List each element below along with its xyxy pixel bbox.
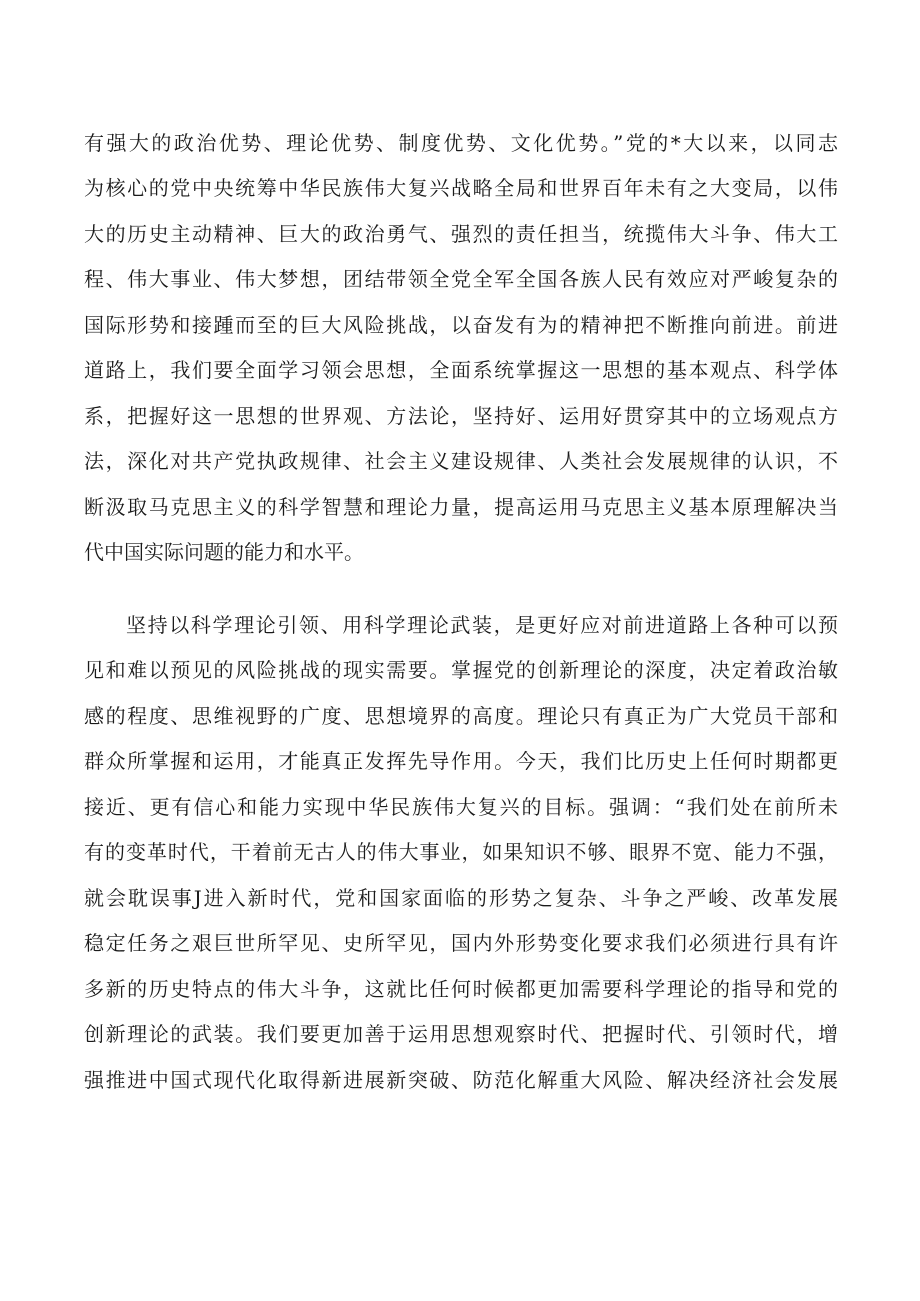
- paragraph-1-line-3: 大的历史主动精神、巨大的政治勇气、强烈的责任担当，统揽伟大斗争、伟大工: [84, 222, 838, 246]
- paragraph-1-line-9: 断汲取马克思主义的科学智慧和理论力量，提高运用马克思主义基本原理解决当: [84, 495, 838, 519]
- paragraph-1-line-1: 有强大的政治优势、理论优势、制度优势、文化优势。”党的*大以来，以同志: [84, 131, 838, 155]
- paragraph-2-line-11: 强推进中国式现代化取得新进展新突破、防范化解重大风险、解决经济社会发展: [84, 1068, 838, 1092]
- paragraph-2-line-1: 坚持以科学理论引领、用科学理论武装，是更好应对前进道路上各种可以预: [126, 613, 838, 637]
- paragraph-2-line-3: 感的程度、思维视野的广度、思想境界的高度。理论只有真正为广大党员干部和: [84, 704, 838, 728]
- paragraph-1-line-6: 道路上，我们要全面学习领会思想，全面系统掌握这一思想的基本观点、科学体: [84, 358, 838, 382]
- paragraph-2-line-10: 创新理论的武装。我们要更加善于运用思想观察时代、把握时代、引领时代，增: [84, 1022, 838, 1046]
- paragraph-1-line-7: 系，把握好这一思想的世界观、方法论，坚持好、运用好贯穿其中的立场观点方: [84, 404, 838, 428]
- paragraph-1-line-10: 代中国实际问题的能力和水平。: [84, 540, 364, 564]
- paragraph-2-line-2: 见和难以预见的风险挑战的现实需要。掌握党的创新理论的深度，决定着政治敏: [84, 658, 838, 682]
- paragraph-2-line-5: 接近、更有信心和能力实现中华民族伟大复兴的目标。强调：“我们处在前所未: [84, 795, 838, 819]
- paragraph-2-line-6: 有的变革时代，干着前无古人的伟大事业，如果知识不够、眼界不宽、能力不强，: [84, 840, 838, 864]
- paragraph-2-line-4: 群众所掌握和运用，才能真正发挥先导作用。今天，我们比历史上任何时期都更: [84, 749, 838, 773]
- paragraph-1-line-8: 法，深化对共产党执政规律、社会主义建设规律、人类社会发展规律的认识，不: [84, 449, 838, 473]
- paragraph-2-line-8: 稳定任务之艰巨世所罕见、史所罕见，国内外形势变化要求我们必须进行具有许: [84, 931, 838, 955]
- paragraph-1-line-2: 为核心的党中央统筹中华民族伟大复兴战略全局和世界百年未有之大变局，以伟: [84, 176, 838, 200]
- paragraph-2-line-7: 就会耽误事J进入新时代，党和国家面临的形势之复杂、斗争之严峻、改革发展: [84, 886, 838, 910]
- paragraph-1-line-5: 国际形势和接踵而至的巨大风险挑战，以奋发有为的精神把不断推向前进。前进: [84, 313, 838, 337]
- paragraph-1-line-4: 程、伟大事业、伟大梦想，团结带领全党全军全国各族人民有效应对严峻复杂的: [84, 267, 838, 291]
- paragraph-2-line-9: 多新的历史特点的伟大斗争，这就比任何时候都更加需要科学理论的指导和党的: [84, 977, 838, 1001]
